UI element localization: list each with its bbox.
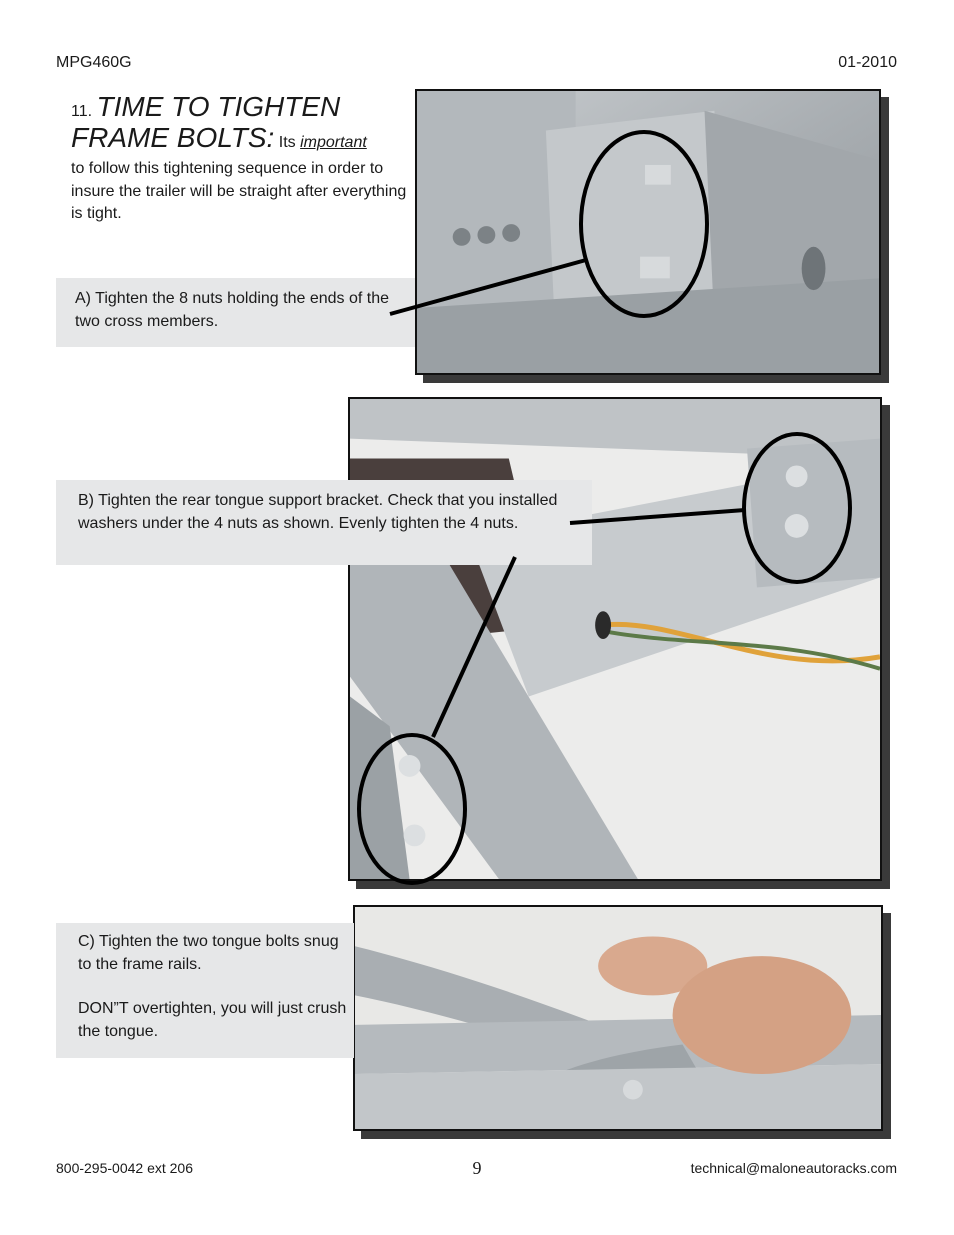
step-title-line2: FRAME BOLTS: [71, 121, 275, 153]
step-number: 11. [71, 103, 93, 120]
page-number: 9 [472, 1158, 482, 1178]
step-its: Its [278, 133, 296, 151]
photo-cross-member-nuts [415, 89, 881, 375]
note-c-line1: C) Tighten the two tongue bolts snug to the frame rails. [78, 933, 339, 973]
footer-phone: 800-295-0042 ext 206 [56, 1160, 193, 1176]
step-body: to follow this tightening sequence in order to insure the trailer will be straight after everything is tight. [71, 160, 407, 222]
note-b: B) Tighten the rear tongue support bracket. Check that you installed washers under the 4 nuts as shown. Evenly tighten the 4 nuts. [56, 480, 592, 565]
note-c-line2: DON”T overtighten, you will just crush the tongue. [78, 1000, 347, 1040]
step-title-line1: TIME TO TIGHTEN [96, 91, 341, 122]
document-model: MPG460G [56, 54, 132, 71]
document-date: 01-2010 [838, 54, 897, 71]
step-important: important [300, 133, 367, 151]
photo-tongue-support-bracket [348, 397, 882, 881]
note-c [56, 923, 354, 1058]
photo-tongue-bolts [353, 905, 883, 1131]
step-title [71, 92, 411, 154]
footer-email[interactable]: technical@maloneautoracks.com [690, 1160, 897, 1176]
note-a: A) Tighten the 8 nuts holding the ends of the two cross members. [56, 278, 415, 347]
